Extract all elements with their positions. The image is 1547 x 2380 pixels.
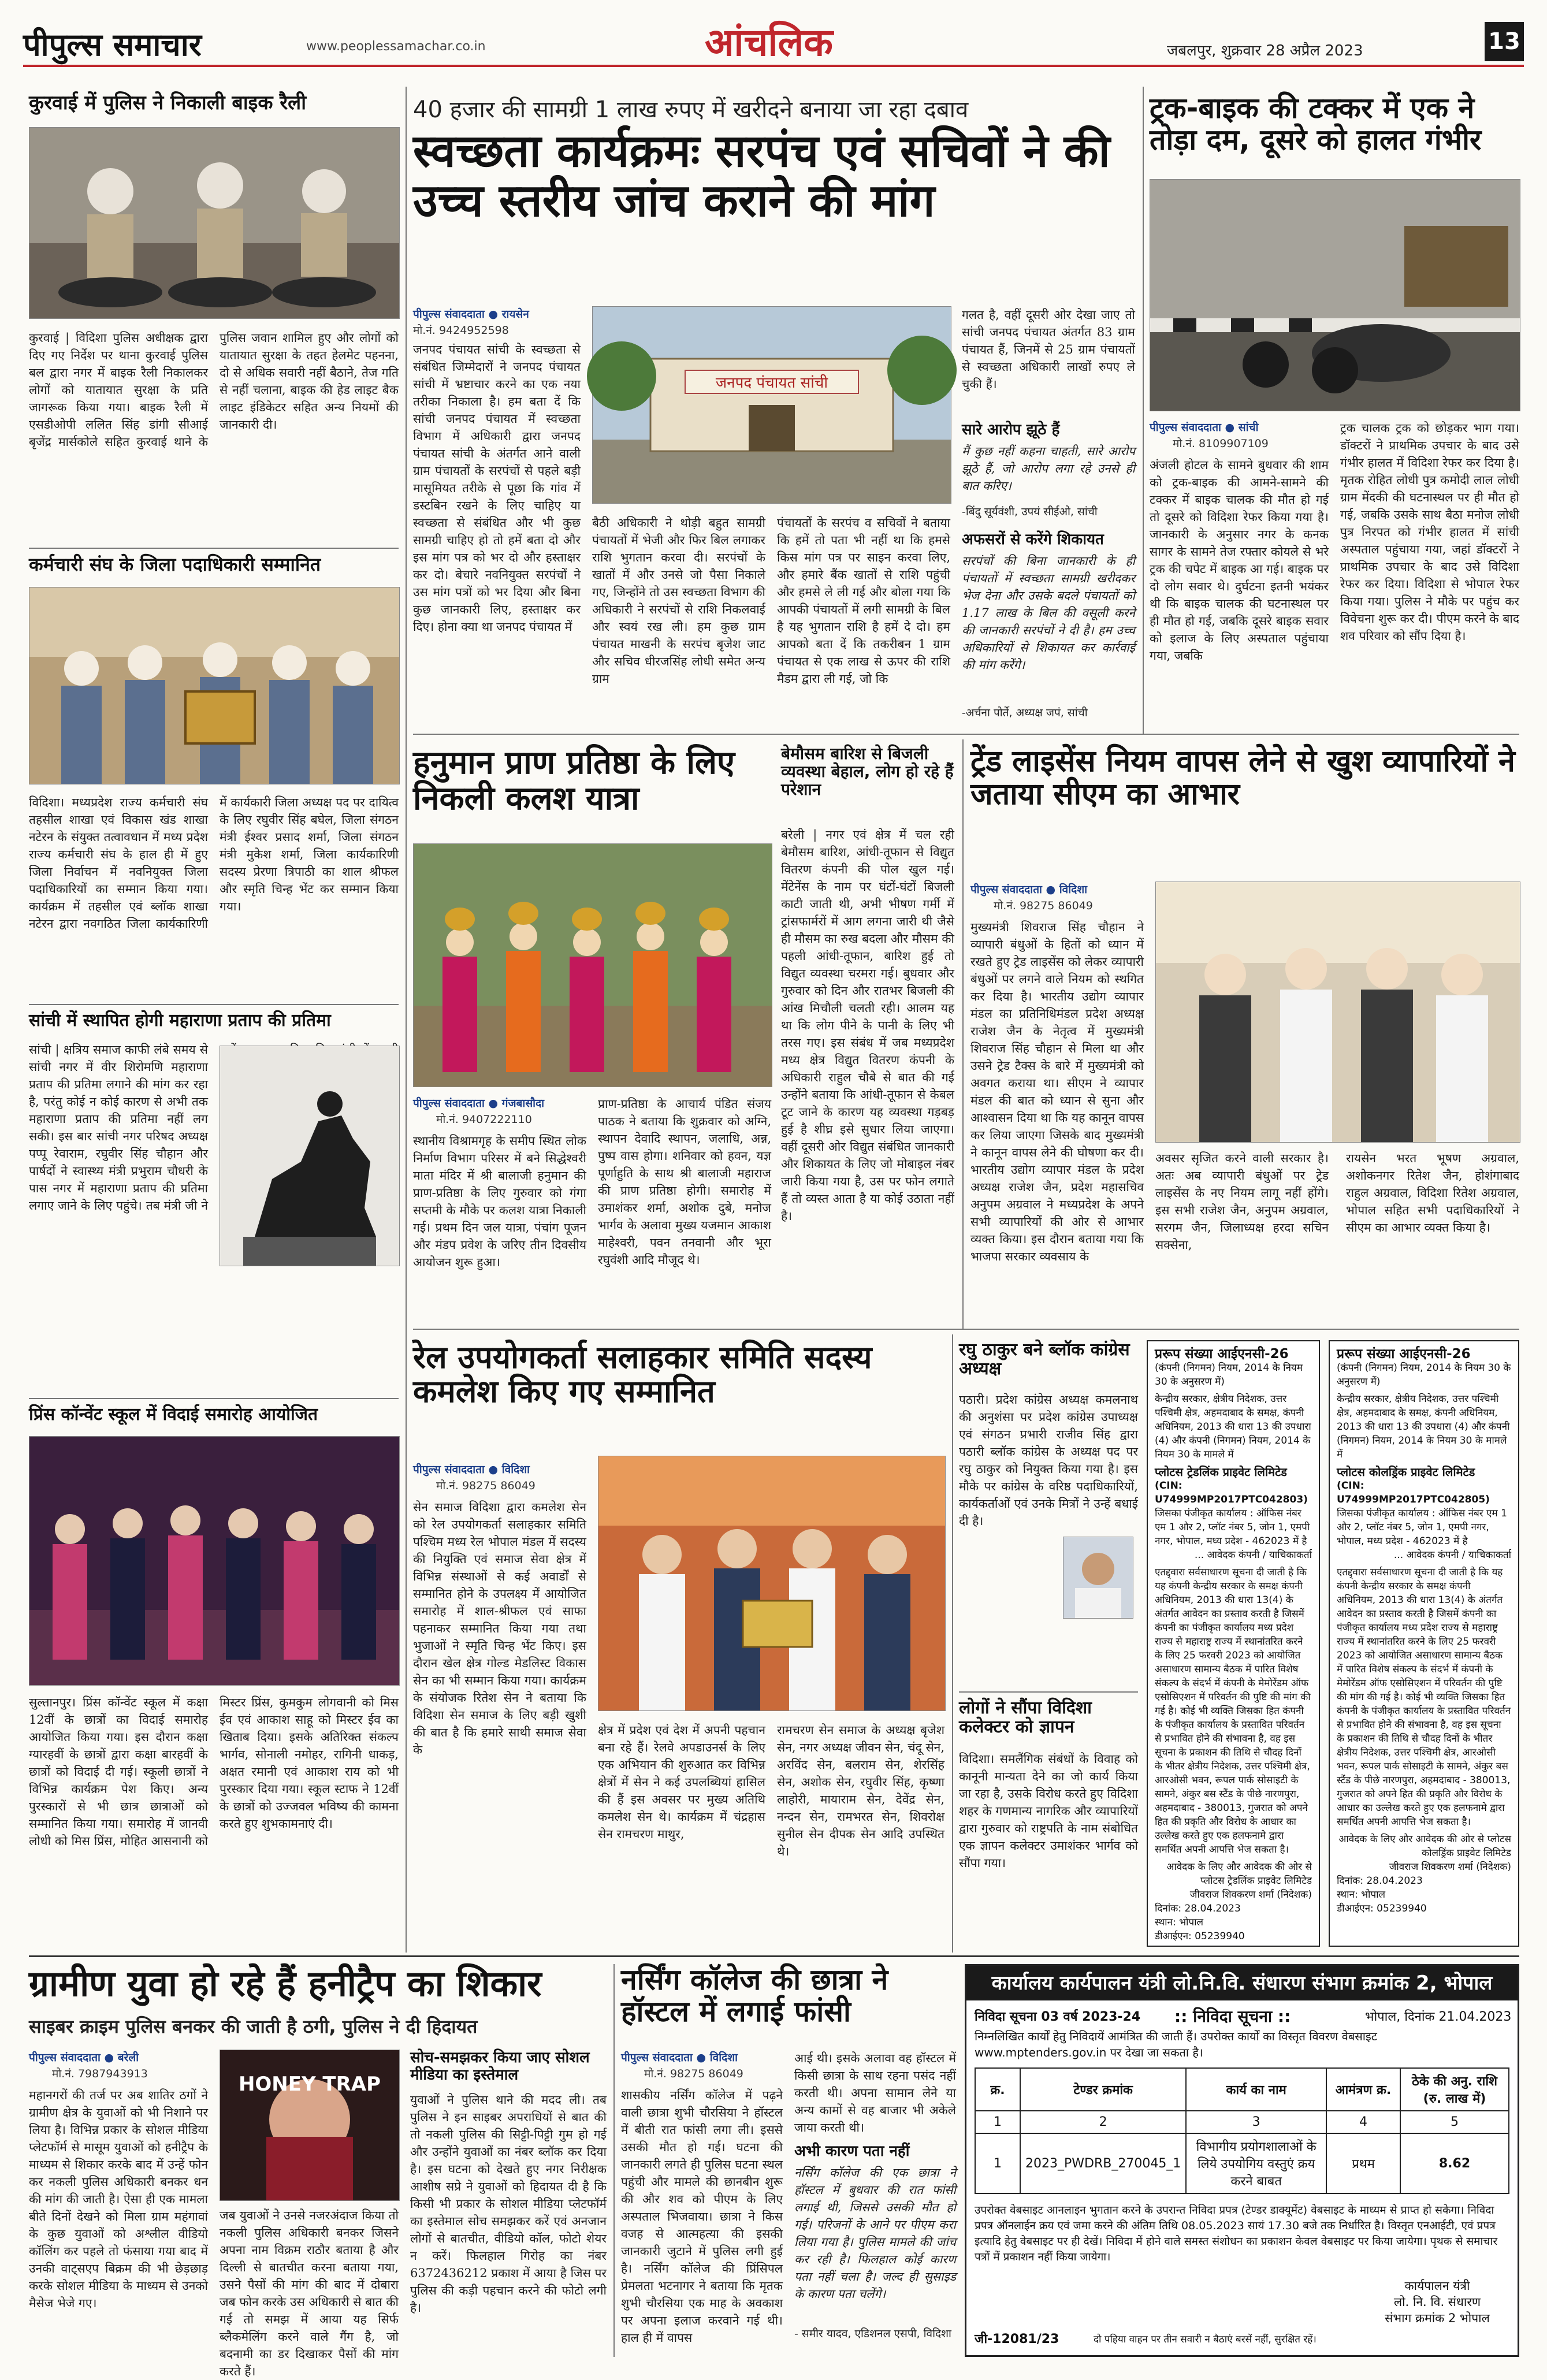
- column-divider: [613, 1964, 615, 2357]
- story-col-3: रायसेन भरत भूषण अग्रवाल, अशोकनगर रितेश जैन, होशंगाबाद राहुल अग्रवाल, विदिशा रितेश अग्रवाल, भोपाल सहित सभी पदाधिकारियों ने सीएम का आभार व्यक्त किया है।: [1346, 1151, 1519, 1234]
- panchayat-photo: [592, 306, 951, 504]
- notice-company: प्लोटस ट्रेडलिंक प्राइवेट लिमिटेड: [1155, 1465, 1287, 1479]
- school-photo: [29, 1436, 400, 1686]
- col-num: 5: [1400, 2111, 1509, 2133]
- notice-sign: आवेदक के लिए और आवेदक की ओर से प्लोटस ट्रेडलिंक प्राइवेट लिमिटेड: [1166, 1861, 1312, 1887]
- panchayat-photo-image: [593, 307, 951, 503]
- story-body: पठारी। प्रदेश कांग्रेस अध्यक्ष कमलनाथ की अनुशंसा पर प्रदेश कांग्रेस उपाध्यक्ष एवं संगठन प्रभारी राजीव सिंह द्वारा पठारी ब्लॉक कांग्रेस के अध्यक्ष पद पर रघु ठाकुर को नियुक्त किया गया है। इस मौके पर कांग्रेस के वरिष्ठ पदाधिकारियों, कार्यकर्ताओं एवं उनके मित्रों ने उन्हें बधाई दी है।: [959, 1393, 1138, 1528]
- mobile-number: मो.नं. 98275 86049: [994, 899, 1093, 912]
- story-body: विदिशा। समलैंगिक संबंधों के विवाह को कानूनी मान्यता देने का जो कार्य किया जा रहा है, उसके विरोध करते हुए विदिशा शहर के गणमान्य नागरिक और व्यापारियों द्वारा गुरुवार को राष्ट्रपति के नाम संबोधित एक ज्ञापन कलेक्टर उमाशंकर भार्गव को सौंपा गया।: [959, 1752, 1138, 1870]
- story-col-2: ट्रक चालक ट्रक को छोड़कर भाग गया। डॉक्टरों ने प्राथमिक उपचार के बाद उसे गंभीर हालत में विदिशा रेफर कर दिया है। मृतक रोहित लोधी पुत्र कमोदी लाल लोधी ग्राम मेंदकी की घटनास्थल पर ही मौत हो गई, जबकि उसके साथ बैठा मनोज लोधी पुत्र निरपत को गंभीर हालत में सांची अस्पताल पहुंचाया गया, जहां डॉक्टरों ने प्राथमिक उपचार के बाद उसे विदिशा रेफर कर दिया। विदिशा से भोपाल रेफर किया गया। पुलिस ने मौके पर पहुंच कर विवेचना शुरू कर दी। पीएम करने के बाद शव परिवार को सौंप दिया है।: [1340, 421, 1519, 643]
- story-body: सुल्तानपुर। प्रिंस कॉन्वेंट स्कूल में कक्षा 12वीं के छात्रों का विदाई समारोह आयोजित किया गया। इस दौरान कक्षा ग्यारहवीं के छात्रों द्वारा कक्षा बारहवीं के छात्रों को विदाई दी गई। स्कूली छात्रों ने विभिन्न कार्यक्रम पेश किए। अन्य पुरस्कारों से भी छात्र छात्राओं को सम्मानित किया गया। समारोह में जानवी लोधी को मिस प्रिंस, मोहित आसनानी को मिस्टर प्रिंस, कुमकुम लोगवानी को मिस ईव एवं आकाश साहू को मिस्टर ईव का खिताब दिया। इसके अतिरिक्त संकल्प भार्गव, सोनाली नमोहर, रागिनी धाकड़, अक्षत रमानी एवं आकाश राय को भी पुरस्कार दिया गया। स्कूल स्टाफ ने 12वीं के छात्रों को उज्जवल भविष्य की कामना करते हुए शुभकामनाएं दी।: [29, 1695, 399, 1848]
- railway-photo: [598, 1456, 946, 1711]
- notice-title: प्ररूप संख्या आईएनसी-26: [1155, 1347, 1289, 1362]
- headline: स्वच्छता कार्यक्रमः सरपंच एवं सचिवों ने की उच्च स्तरीय जांच कराने की मांग: [413, 125, 1110, 227]
- kicker: 40 हजार की सामग्री 1 लाख रुपए में खरीदने बनाया जा रहा दबाव: [413, 96, 969, 123]
- col-num: 3: [1186, 2111, 1326, 2133]
- trade-photo: [1155, 882, 1520, 1143]
- portrait-image: [1063, 1537, 1133, 1618]
- story-col-2: क्षेत्र में प्रदेश एवं देश में अपनी पहचान बना रहे हैं। रेलवे अपडाउनर्स के लिए एक अभियान की शुरुआत कर विभिन्न क्षेत्रों में सेन ने कई उपलब्धियां हासिल की हैं इस अवसर पर मुख्य अतिथि कमलेश सेन थे। कार्यक्रम में चंद्रहास सेन रामचरण माथुर,: [598, 1723, 765, 1841]
- col-num: 4: [1326, 2111, 1400, 2133]
- notice-din: डीआईएन: 05239940: [1337, 1903, 1427, 1914]
- byline: पीपुल्स संवाददाता ● विदिशा: [413, 1463, 530, 1476]
- notice-line: केन्द्रीय सरकार, क्षेत्रीय निदेशक, उत्तर पश्चिमी क्षेत्र, अहमदाबाद के समक्ष, कंपनी अधिनियम, 2013 की धारा 13 की उपधारा (4) और कंपनी (निगमन) नियम, 2014 के नियम 30 के मामले में: [1155, 1393, 1311, 1460]
- column-divider: [952, 1334, 953, 1953]
- tender-footer: उपरोक्त वेबसाइट आनलाइन भुगतान करने के उपरान्त निविदा प्रपत्र (टेण्डर डाक्यूमेंट) वेबसाइट के माध्यम से प्राप्त हो सकेगा। निविदा प्रपत्र ऑनलाईन क्रय एवं जमा करने की अंतिम तिथि 08.05.2023 सायं 17.30 बजे तक निर्धारित है। विस्तृत एनआईटी, एवं प्रपत्र इत्यादि हेतु वेबसाइट पर ही देखें। निविदा में होने वाले समस्त संशोधन का प्रकाशन केवल वेबसाइट पर किया जायेगा। पृथक से समाचार पत्रों में प्रकाशन नहीं किया जायेगा।: [975, 2204, 1498, 2263]
- col-num: 1: [975, 2111, 1020, 2133]
- story-trade: [970, 745, 1519, 1323]
- headline: कुरवाई में पुलिस ने निकाली बाइक रैली: [29, 91, 307, 114]
- subhead-reason: अभी कारण पता नहीं: [794, 2143, 910, 2160]
- tender-table-wrap: [975, 2067, 1509, 2194]
- column-divider: [962, 739, 964, 1329]
- headline: ट्रक-बाइक की टक्कर में एक ने तोड़ा दम, दूसरे को हालत गंभीर: [1150, 91, 1482, 157]
- masthead-logo[interactable]: पीपुल्स समाचार: [23, 27, 202, 63]
- story-railway: [413, 1340, 944, 1918]
- legal-notice-1: [1147, 1340, 1320, 1947]
- subhead-false-allegations: सारे आरोप झूठे हैं: [962, 421, 1060, 438]
- tender-code: जी-12081/23: [975, 2332, 1059, 2346]
- byline: पीपुल्स संवाददाता ● गंजबासौदा: [413, 1097, 545, 1110]
- headline: रघु ठाकुर बने ब्लॉक कांग्रेस अध्यक्ष: [959, 1340, 1130, 1379]
- mobile-number: मो.नं. 98275 86049: [436, 1479, 536, 1492]
- story-col-4: गलत है, वहीं दूसरी ओर देखा जाए तो सांची जनपद पंचायत अंतर्गत 83 ग्राम पंचायत हैं, जिनमें से 25 ग्राम पंचायतों से स्वच्छता अधिकारी लाखों रुपए ले चुकी हैं।: [962, 308, 1135, 391]
- story-col-3: युवाओं ने पुलिस थाने की मदद ली। तब पुलिस ने इन साइबर अपराधियों से बात की तो नकली पुलिस की सिट्टी-पिट्टी गुम हो गई और उन्होंने युवाओं का नंबर ब्लॉक कर दिया है। इस घटना को देखते हुए नगर निरीक्षक आशीष सप्रे ने युवाओं को हिदायत दी है कि किसी भी प्रकार के सोशल मीडिया प्लेटफॉर्म का इस्तेमाल सोच समझकर करें एवं अनजान लोगों से बातचीत, वीडियो कॉल, फोटो शेयर न करें। फिलहाल गिरोह का नंबर 6372436212 प्रकाश में आया है जिस पर पुलिस की कड़ी पहचान करने की फोटो लगी है।: [410, 2093, 607, 2315]
- story-col-2: बैठी अधिकारी ने थोड़ी बहुत सामग्री पंचायतों में भेजी और फिर बिल लगाकर राशि भुगतान करवा दी। सरपंचों के खातों में और उनसे जो पैसा निकाले गए, जिन्होंने तो उस स्वच्छता विभाग की अधिकारी ने सरपंचों से राशि निकलवाई और स्वयं रख ली। हम कुछ ग्राम पंचायत माखनी के सरपंच बृजेश जाट और सचिव धीरजसिंह लोधी समेत अन्य ग्राम: [592, 516, 765, 686]
- quote: नर्सिंग कॉलेज की एक छात्रा ने हॉस्टल में बुधवार की रात फांसी लगाई थी, जिससे उसकी मौत हो गई। परिजनों के आने पर पीएम करा लिया गया है। पुलिस मामले की जांच कर रही है। फिलहाल कोई कारण पता नहीं चला है। जल्द ही सुसाइड के कारण पता चलेंगे।: [794, 2166, 956, 2301]
- story-sanitation: [413, 92, 1135, 728]
- sanitation-side: [962, 306, 1135, 728]
- masthead: [23, 12, 1524, 65]
- story-rain: [781, 745, 954, 1323]
- story-col-3: पंचायतों के सरपंच व सचिवों ने बताया कि हमें तो पता भी नहीं था कि हमसे किस मांग पत्र पर साइन करवा लिए, और हमारे बैंक खातों से राशि पहुंची और हमसे ले ली गई और बोला गया कि आपकी पंचायतों में लगी सामग्री के बिल है यह भुगतान राशि है हमें दे दो। हम आपको बता दें कि तकरीबन 1 ग्राम पंचायत से एक लाख से ऊपर की राशि मैडम द्वारा ली गई, जो कि: [777, 516, 950, 686]
- signatory-3: संभाग क्रमांक 2 भोपाल: [1385, 2311, 1490, 2325]
- column-divider: [406, 87, 407, 1953]
- tender-notice: [965, 1964, 1519, 2357]
- mobile-number: मो.नं. 9424952598: [413, 324, 509, 337]
- statue-photo: [220, 1046, 400, 1266]
- header-work-name: कार्य का नाम: [1186, 2068, 1326, 2111]
- notice-applicant: ... आवेदक कंपनी / याचिकाकर्ता: [1194, 1549, 1312, 1561]
- story-col-2: अवसर सृजित करने वाली सरकार है। अतः अब व्यापारी बंधुओं पर ट्रेड लाइसेंस के नए नियम लागू नहीं होंगे। इस सभी राजेश जैन, अनुपम अग्रवाल, सरगम जैन, जिलाध्यक्ष हरदा सचिन सक्सेना,: [1155, 1151, 1329, 1252]
- honeytrap-photo-text: HONEY TRAP: [238, 2073, 381, 2096]
- legal-notice-2: [1329, 1340, 1519, 1947]
- honeytrap-photo: [220, 2050, 400, 2201]
- table-row: [975, 2133, 1509, 2193]
- story-body: कुरवाई | विदिशा पुलिस अधीक्षक द्वारा दिए गए निर्देश पर थाना कुरवाई पुलिस बल द्वारा नगर में बाइक रैली निकालकर लोगों को यातायात सुरक्षा के प्रति जागरूक किया गया। बाइक रैली में एसडीओपी ललित सिंह डांगी सीआई बृजेंद्र मार्सकोले सहित कुरवाई थाने के पुलिस जवान शामिल हुए और लोगों को यातायात सुरक्षा के तहत हेलमेट पहनना, दो से अधिक सवारी नहीं बैठाने, तेज गति से नहीं चलाना, बाइक की हेड लाइट बैक लाइट इंडिकेटर सहित अन्य नियमों की जानकारी दी।: [29, 331, 399, 449]
- masthead-website[interactable]: www.peoplessamachar.co.in: [306, 39, 486, 54]
- byline: पीपुल्स संवाददाता ● सांची: [1150, 421, 1259, 434]
- divider: [413, 1329, 1519, 1330]
- employees-photo: [29, 587, 400, 784]
- employees-photo-image: [29, 587, 399, 784]
- mobile-number: मो.नं. 9407222110: [436, 1113, 532, 1126]
- story-col-2: जब युवाओं ने उनसे नजरअंदाज किया तो नकली पुलिस अधिकारी बनकर जिसने अपना नाम विक्रम राठौर बताया है और दिल्ली से बातचीत करना बताया गया, उसने पैसों की मांग की बाद में दोबारा जब फोन करके उस अधिकारी से बात की गई तो समझ में आया यह सिर्फ ब्लैकमेलिंग करने वाले गैंग है, जो बदनामी का डर दिखाकर पैसों की मांग करते हैं।: [220, 2208, 399, 2378]
- section-title: आंचलिक: [705, 20, 833, 65]
- honeytrap-photo-image: [220, 2050, 399, 2200]
- header-sno: क्र.: [975, 2068, 1020, 2111]
- headline: रेल उपयोगकर्ता सलाहकार समिति सदस्य कमलेश किए गए सम्मानित: [413, 1339, 872, 1410]
- notice-sign: आवेदक के लिए और आवेदक की ओर से प्लोटस कोलड्रिंक प्राइवेट लिमिटेड: [1338, 1834, 1511, 1859]
- cell-work-name: विभागीय प्रयोगशालाओं के लिये उपयोगिय वस्तुएं क्रय करने बाबत: [1186, 2133, 1326, 2193]
- story-nursing: [621, 1964, 956, 2357]
- rally-photo: [29, 127, 400, 319]
- divider: [29, 1398, 399, 1399]
- notice-applicant: ... आवेदक कंपनी / याचिकाकर्ता: [1393, 1549, 1511, 1561]
- byline: पीपुल्स संवाददाता ● बरेली: [29, 2051, 139, 2064]
- col-num: 2: [1020, 2111, 1186, 2133]
- tender-date: भोपाल, दिनांक 21.04.2023: [1365, 2010, 1512, 2024]
- notice-cin: (CIN: U74999MP2017PTC042803): [1155, 1480, 1308, 1505]
- story-employees: [29, 555, 399, 994]
- divider: [29, 1955, 1519, 1957]
- story-memo: [959, 1698, 1138, 1947]
- kalash-photo-image: [414, 844, 772, 1087]
- notice-company: प्लोटस कोलड्रिंक प्राइवेट लिमिटेड: [1337, 1465, 1475, 1479]
- headline: नर्सिंग कॉलेज की छात्रा ने हॉस्टल में लगाई फांसी: [621, 1963, 888, 2028]
- tender-slogan: दो पहिया वाहन पर तीन सवारी न बैठाएं बरसें नहीं, सुरक्षित रहें।: [1094, 2334, 1317, 2345]
- notice-date: दिनांक: 28.04.2023: [1337, 1875, 1423, 1887]
- school-photo-image: [29, 1437, 399, 1685]
- kicker: साइबर क्राइम पुलिस बनकर की जाती है ठगी, पुलिस ने दी हिदायत: [29, 2015, 478, 2037]
- statue-photo-image: [220, 1046, 399, 1266]
- notice-place: स्थान: भोपाल: [1337, 1889, 1386, 1901]
- notice-place: स्थान: भोपाल: [1155, 1917, 1204, 1928]
- headline: प्रिंस कॉन्वेंट स्कूल में विदाई समारोह आयोजित: [29, 1404, 318, 1425]
- headline: हनुमान प्राण प्रतिष्ठा के लिए निकली कलश यात्रा: [413, 744, 735, 817]
- portrait-photo: [1063, 1537, 1133, 1619]
- divider: [959, 1691, 1138, 1693]
- cell-tender-no: 2023_PWDRB_270045_1: [1020, 2133, 1186, 2193]
- story-congress: [959, 1340, 1138, 1687]
- notice-cin: (CIN: U74999MP2017PTC042805): [1337, 1480, 1490, 1505]
- accident-photo: [1150, 179, 1520, 411]
- headline: लोगों ने सौंपा विदिशा कलेक्टर को ज्ञापन: [959, 1698, 1092, 1737]
- divider: [29, 548, 399, 549]
- notice-office: जिसका पंजीकृत कार्यालय : ऑफिस नंबर एम 1 और 2, प्लॉट नंबर 5, जोन 1, एमपी नगर, भोपाल, मध्य प्रदेश - 462023 में है: [1155, 1508, 1310, 1547]
- tender-table: [975, 2067, 1509, 2194]
- tender-notice-title: :: निविदा सूचना ::: [1174, 2007, 1291, 2026]
- story-body: बरेली | नगर एवं क्षेत्र में चल रही बेमौसम बारिश, आंधी-तूफान से विद्युत वितरण कंपनी की पोल खुल गई। मेंटेनेंस के नाम पर घंटों-घंटों बिजली काटी जाती थी, अभी भीषण गर्मी में ट्रांसफार्मरों में आग लगना जारी थी जैसे ही मौसम का रुख बदला और मौसम की पहली आंधी-तूफान, बारिश हुई तो विद्युत व्यवस्था चरमरा गई। बुधवार और गुरुवार को दिन और रातभर बिजली की आंख मिचौली चलती रही। आलम यह था कि लोग पीने के पानी के लिए भी तरस गए। इस संबंध में जब मध्यप्रदेश मध्य क्षेत्र विद्युत वितरण कंपनी के अधिकारी राहुल चौबे से बात की गई उन्होंने बताया कि आंधी-तूफान से केबल टूट जाने के कारण यह व्यवस्था गड़बड़ हुई है शीघ्र इसे सुधार लिया जाएगा। वहीं दूसरी ओर विद्युत संबंधित जानकारी और शिकायत के लिए जो मोबाइल नंबर जारी किया गया है, उस पर फोन लगाते हैं तो व्यस्त आता है या कोई उठाता नहीं है।: [781, 828, 954, 1223]
- mobile-number: मो.नं. 8109907109: [1173, 437, 1269, 450]
- kalash-photo: [413, 843, 772, 1087]
- quote-2: सरपंचों की बिना जानकारी के ही पंचायतों में स्वच्छता सामग्री खरीदकर भेज देना और उसके बदले पंचायतों को 1.17 लाख के बिल की वसूली करने की जानकारी सरपंचों ने दी है। हम उच्च अधिकारियों से शिकायत कर कार्रवाई की मांग करेंगे।: [962, 554, 1135, 672]
- story-bike-rally: [29, 92, 399, 543]
- mobile-number: मो.नं. 7987943913: [52, 2067, 148, 2080]
- story-col-1: अंजली होटल के सामने बुधवार की शाम को ट्रक-बाइक की आमने-सामने की टक्कर में बाइक चालक की मौत हो गई तो दूसरे को विदिशा रेफर किया गया है। जानकारी के अनुसार नगर के कनक सागर के सामने तेज रफ्तार कोयले से भरे ट्रक की चपेट में बाइक आ गई। बाइक पर दो लोग सवार थे। दुर्घटना इतनी भयंकर थी कि बाइक चालक की घटनास्थल पर ही मौत हो गई, जबकि दूसरे बाइक सवार को इलाज के लिए अस्पताल पहुंचाया गया, जबकि: [1150, 458, 1329, 663]
- story-col-1: शासकीय नर्सिंग कॉलेज में पढ़ने वाली छात्रा शुभी चौरसिया ने हॉस्टल में बीती रात फांसी लगा ली। इससे उसकी मौत हो गई। घटना की जानकारी लगते ही पुलिस घटना स्थल पहुंची और मामले की छानबीन शुरू की और शव को पीएम के लिए अस्पताल भिजवाया। छात्रा ने किस वजह से आत्महत्या की इसकी जानकारी जुटाने में पुलिस लगी हुई है। नर्सिंग कॉलेज की प्रिंसिपल प्रेमलता भटनागर ने बताया कि मृतक शुभी चौरसिया एक माह के अवकाश पर अपना इलाज करवाने गई थी। हाल ही में वापस: [621, 2088, 783, 2345]
- header-tender-no: टेण्डर क्रमांक: [1020, 2068, 1186, 2111]
- quote-1: मैं कुछ नहीं कहना चाहती, सारे आरोप झूठे हैं, जो आरोप लगा रहे उनसे ही बात करिए।: [962, 444, 1135, 493]
- divider: [29, 1004, 399, 1005]
- headline: कर्मचारी संघ के जिला पदाधिकारी सम्मानित: [29, 553, 321, 575]
- story-body: विदिशा। मध्यप्रदेश राज्य कर्मचारी संघ तहसील शाखा एवं विकास खंड शाखा नटेरन के संयुक्त तत्वावधान में मध्य प्रदेश राज्य कर्मचारी संघ के हाल ही में हुए जिला निर्वाचन में नवनियुक्त जिला पदाधिकारियों का सम्मान किया गया। कार्यक्रम में तहसील एवं ब्लॉक शाखा नटेरन द्वारा नवगठित जिला कार्यकारिणी में कार्यकारी जिला अध्यक्ष पद पर दायित्व के लिए रघुवीर सिंह बघेल, जिला संगठन मंत्री ईश्वर प्रसाद शर्मा, जिला संगठन मंत्री मुकेश शर्मा, जिला कार्यकारिणी सदस्य प्रेरणा त्रिपाठी का शाल श्रीफल और स्मृति चिन्ह भेंट कर सम्मान किया गया।: [29, 795, 399, 931]
- notice-subtitle: (कंपनी (निगमन) नियम, 2014 के नियम 30 के अनुसरण में): [1337, 1362, 1511, 1388]
- tender-title: कार्यालय कार्यपालन यंत्री लो.नि.वि. संधारण संभाग क्रमांक 2, भोपाल: [966, 1966, 1518, 2000]
- header-invitation: आमंत्रण क्र.: [1326, 2068, 1400, 2111]
- notice-title: प्ररूप संख्या आईएनसी-26: [1337, 1347, 1471, 1362]
- rally-photo-image: [29, 128, 399, 318]
- notice-din: डीआईएन: 05239940: [1155, 1931, 1245, 1942]
- quote-attribution: - समीर यादव, एडिशनल एसपी, विदिशा: [794, 2327, 951, 2340]
- notice-line: केन्द्रीय सरकार, क्षेत्रीय निदेशक, उत्तर पश्चिमी क्षेत्र, अहमदाबाद के समक्ष, कंपनी अधिनियम, 2013 की धारा 13 की उपधारा (4) और कंपनी (निगमन) नियम, 2014 के नियम 30 के मामले में: [1337, 1393, 1510, 1460]
- notice-body: एतद्द्वारा सर्वसाधारण सूचना दी जाती है कि यह कंपनी केन्द्रीय सरकार के समक्ष कंपनी अधिनियम, 2013 की धारा 13(4) के अंतर्गत आवेदन का प्रस्ताव करती है जिसमें कंपनी का पंजीकृत कार्यालय मध्य प्रदेश राज्य से महाराष्ट्र राज्य में स्थानांतरित करने के लिए 25 फरवरी 2023 को आयोजित असाधारण सामान्य बैठक में पारित विशेष संकल्प के संदर्भ में कंपनी के मेमोरेंडम ऑफ एसोसिएशन में परिवर्तन की पुष्टि की मांग की गई है। कोई भी व्यक्ति जिसका हित कंपनी के पंजीकृत कार्यालय के प्रस्तावित परिवर्तन से प्रभावित होने की संभावना है, वह इस सूचना के प्रकाशन की तिथि से चौदह दिनों के भीतर क्षेत्रीय निदेशक, उत्तर पश्चिमी क्षेत्र, आरओसी भवन, रूपल पार्क सोसाइटी के सामने, अंकुर बस स्टैंड के पीछे नारणपुरा, अहमदाबाद - 380013, गुजरात को अपने हित की प्रकृति और विरोध के आधार का उल्लेख करते हुए एक हलफनामे द्वारा समर्थित अपनी आपत्ति भेज सकता है।: [1337, 1567, 1511, 1828]
- mobile-number: मो.नं. 98275 86049: [644, 2067, 743, 2080]
- story-col-1: महानगरों की तर्ज पर अब शातिर ठगों ने ग्रामीण क्षेत्र के युवाओं को भी निशाने पर लिया है। विभिन्न प्रकार के सोशल मीडिया प्लेटफॉर्म से मासूम युवाओं को हनीट्रैप के माध्यम से शिकार करके बाद में उन्हें फोन कर नकली पुलिस अधिकारी बनकर धन की मांग की जाती है। ऐसा ही एक मामला बीते दिनों देखने को मिला ग्राम महंगावां के कुछ युवाओं को अश्लील वीडियो कॉलिंग कर पहले तो फंसाया गया बाद में उनकी वाट्सएप बिक्रम की भी छेड़छाड़ करके सोशल मीडिया के माध्यम से उनको मैसेज भेजे गए।: [29, 2088, 208, 2310]
- tender-signature: [1365, 2278, 1509, 2326]
- notice-office: जिसका पंजीकृत कार्यालय : ऑफिस नंबर एम 1 और 2, प्लॉट नंबर 5, जोन 1, एमपी नगर, भोपाल, मध्य प्रदेश - 462023 में है: [1337, 1508, 1507, 1547]
- trade-photo-image: [1156, 882, 1520, 1142]
- quote-2-attribution: -अर्चना पोर्ते, अध्यक्ष जपं, सांची: [962, 706, 1088, 719]
- notice-signatory: जीवराज शिवकरण शर्मा (निदेशक): [1189, 1889, 1312, 1901]
- headline: सांची में स्थापित होगी महाराणा प्रताप की प्रतिमा: [29, 1010, 331, 1031]
- headline: बेमौसम बारिश से बिजली व्यवस्था बेहाल, लोग हो रहे हैं परेशान: [781, 744, 954, 799]
- issue-date: जबलपुर, शुक्रवार 28 अप्रैल 2023: [1167, 42, 1363, 60]
- tender-notice-no: निविदा सूचना 03 वर्ष 2023-24: [975, 2010, 1141, 2024]
- column-divider: [1143, 87, 1144, 734]
- byline: पीपुल्स संवाददाता ● विदिशा: [970, 883, 1088, 896]
- cell-amount: 8.62: [1400, 2133, 1509, 2193]
- accident-photo-image: [1150, 180, 1520, 411]
- byline: पीपुल्स संवाददाता ● रायसेन: [413, 308, 529, 321]
- subhead-social-media: सोच-समझकर किया जाए सोशल मीडिया का इस्तेमाल: [410, 2049, 590, 2084]
- panchayat-sign: जनपद पंचायत सांची: [715, 374, 828, 392]
- story-body: सांची | क्षत्रिय समाज काफी लंबे समय से सांची नगर में वीर शिरोमणि महाराणा प्रताप की प्रतिमा लगाने की मांग कर रहा है, परंतु कोई न कोई कारण से अभी तक महाराणा प्रताप की प्रतिमा नहीं लग सकी। इस बार सांची नगर परिषद अध्यक्ष पप्पू रेवाराम, रघुवीर सिंह चौहान और पार्षदों ने स्वास्थ्य मंत्री प्रभुराम चौधरी के पास नगर में महाराणा प्रताप की प्रतिमा लगाए जाने के लिए पहुंचे। तब मंत्री जी ने: [29, 1043, 208, 1213]
- headline: ग्रामीण युवा हो रहे हैं हनीट्रैप का शिकार: [29, 1962, 542, 2005]
- notice-body: एतद्द्वारा सर्वसाधारण सूचना दी जाती है कि यह कंपनी केन्द्रीय सरकार के समक्ष कंपनी अधिनियम, 2013 की धारा 13(4) के अंतर्गत आवेदन का प्रस्ताव करती है जिसमें कंपनी का पंजीकृत कार्यालय मध्य प्रदेश राज्य से महाराष्ट्र राज्य में स्थानांतरित करने के लिए 25 फरवरी 2023 को आयोजित असाधारण सामान्य बैठक में पारित विशेष संकल्प के संदर्भ में कंपनी के मेमोरेंडम ऑफ एसोसिएशन में परिवर्तन की पुष्टि की मांग की गई है। कोई भी व्यक्ति जिसका हित कंपनी के पंजीकृत कार्यालय के प्रस्तावित परिवर्तन से प्रभावित होने की संभावना है, वह इस सूचना के प्रकाशन की तिथि से चौदह दिनों के भीतर क्षेत्रीय निदेशक, उत्तर पश्चिमी क्षेत्र, आरओसी भवन, रूपल पार्क सोसाइटी के सामने, अंकुर बस स्टैंड के पीछे नारणपुरा, अहमदाबाद - 380013, गुजरात को अपने हित की प्रकृति और विरोध के आधार का उल्लेख करते हुए एक हलफनामे द्वारा समर्थित अपनी आपत्ति भेज सकता है।: [1155, 1567, 1311, 1855]
- story-prince-school: [29, 1405, 399, 1948]
- story-col-2: प्राण-प्रतिष्ठा के आचार्य पंडित संजय पाठक ने बताया कि शुक्रवार को अग्नि, स्थापन देवादि स्थापन, जलाधि, अन्न, पुष्प वास होगा। शनिवार को हवन, यज्ञ पूर्णाहुति के साथ श्री बालाजी महाराज की प्राण प्रतिष्ठा होगी। समारोह में उमाशंकर शर्मा, अशोक दुबे, मनोज भार्गव के अलावा मुख्य यजमान आकाश माहेश्वरी, पवन तनवानी और भूरा रघुवंशी आदि मौजूद थे।: [598, 1097, 771, 1267]
- railway-photo-image: [598, 1456, 945, 1710]
- quote-1-attribution: -बिंदु सूर्यवंशी, उपयं सीईओ, सांची: [962, 505, 1098, 518]
- notice-subtitle: (कंपनी (निगमन) नियम, 2014 के नियम 30 के अनुसरण में): [1155, 1362, 1303, 1388]
- tender-intro: निम्नलिखित कार्यों हेतु निविदायें आमंत्रित की जाती हैं। उपरोक्त कार्यों का विस्तृत विवरण वेबसाइट www.mptenders.gov.in पर देखा जा सकता है।: [975, 2029, 1377, 2059]
- byline: पीपुल्स संवाददाता ● विदिशा: [621, 2051, 738, 2064]
- cell-invitation: प्रथम: [1326, 2133, 1400, 2193]
- story-col-1: मुख्यमंत्री शिवराज सिंह चौहान ने व्यापारी बंधुओं के हितों को ध्यान में रखते हुए ट्रेड लाइसेंस को लेकर व्यापारी बंधुओं पर लगने वाले नियम को स्थगित कर दिया है। भारतीय उद्योग व्यापार मंडल का प्रतिनिधिमंडल प्रदेश अध्यक्ष राजेश जैन के नेतृत्व में मुख्यमंत्री शिवराज सिंह चौहान से मिला था और उसने ट्रेड टैक्स के बारे में मुख्यमंत्री को अवगत कराया था। सीएम ने व्यापार मंडल की बात को ध्यान से सुना और आश्वासन दिया था कि यह कानून वापस कर लिया जाएगा जिसके बाद मुख्यमंत्री ने कानून वापस लेने की घोषणा कर दी। भारतीय उद्योग व्यापार मंडल के प्रदेश अध्यक्ष राजेश जैन, प्रदेश महासचिव अनुपम अग्रवाल ने मध्यप्रदेश के अपने सभी व्यापारियों की ओर से आभार व्यक्त किया। इस दौरान बताया गया कि भाजपा सरकार व्यवसाय के: [970, 920, 1144, 1263]
- page-number: 13: [1485, 22, 1524, 61]
- story-accident: [1150, 92, 1519, 728]
- story-col-3: रामचरण सेन समाज के अध्यक्ष बृजेश सेन, नगर अध्यक्ष जीवन सेन, चंदू सेन, अरविंद सेन, बलराम सेन, शेरसिंह सेन, अशोक सेन, रघुवीर सिंह, कृष्णा लाहोरी, मायाराम सेन, देवेंद्र सेन, नन्दन सेन, रामभरत सेन, शिवरोक्ष सुनील सेन दीपक सेन आदि उपस्थित थे।: [777, 1723, 944, 1858]
- story-col-2: आई थी। इसके अलावा वह हॉस्टल में किसी छात्रा के साथ रहना पसंद नहीं करती थी। अपना सामान लेने या अन्य कामों से वह बाजार भी अकेले जाया करती थी।: [794, 2051, 956, 2134]
- masthead-rule: [23, 65, 1524, 67]
- signatory-1: कार्यपालन यंत्री: [1404, 2279, 1470, 2293]
- headline: ट्रेंड लाइसेंस नियम वापस लेने से खुश व्यापारियों ने जताया सीएम का आभार: [970, 744, 1515, 812]
- story-kalash: [413, 745, 771, 1323]
- story-col-1: स्थानीय विश्रामगृह के समीप स्थित लोक निर्माण विभाग परिसर में बने सिद्धेश्वरी माता मंदिर में श्री बालाजी हनुमान की प्राण-प्रतिष्ठा के लिए गुरुवार को गंगा सप्तमी के मौके पर कलश यात्रा निकाली गई। प्रथम दिन जल यात्रा, पंचांग पूजन और मंडप प्रवेश के जरिए तीन दिवसीय आयोजन शुरू हुआ।: [413, 1134, 586, 1269]
- notice-signatory: जीवराज शिवकरण शर्मा (निदेशक): [1389, 1861, 1511, 1873]
- subhead-complaint: अफसरों से करेंगे शिकायत: [962, 531, 1104, 548]
- header-amount: ठेके की अनु. राशि (रु. लाख में): [1400, 2068, 1509, 2111]
- story-col-1: जनपद पंचायत सांची के स्वच्छता से संबंधित जिम्मेदारों ने जनपद पंचायत सांची में भ्रष्टाचार करने का एक नया तरीका निकाला है। हम बता दें कि सांची जनपद पंचायत में स्वच्छता विभाग में अधिकारी द्वारा जनपद पंचायत सांची के अंतर्गत आने वाली ग्राम पंचायतों के सरपंचों से पहले बड़ी मासूमियत तरीके से पूछा कि गांव में डस्टबिन रखने के लिए चाहिए या स्वच्छता से संबंधित और भी कुछ सामग्री चाहिए हो तो हमें बता दो और इस मांग पत्र को भर दो और हस्ताक्षर कर दो। बेचारे नवनियुक्त सरपंचों ने उस मांग पत्रों को भर दिया और बिना कुछ जानकारी लिए, हस्ताक्षर कर दिए। होना क्या था जनपद पंचायत में: [413, 343, 581, 634]
- notice-date: दिनांक: 28.04.2023: [1155, 1903, 1241, 1914]
- divider: [413, 734, 1519, 735]
- story-col-1: सेन समाज विदिशा द्वारा कमलेश सेन को रेल उपयोगकर्ता सलाहकार समिति पश्चिम मध्य रेल भोपाल मंडल में सदस्य की नियुक्ति एवं समाज सेवा क्षेत्र में विभिन्न संस्थाओं से कई अवार्डों से सम्मानित होने के उपलक्ष्य में आयोजित समारोह में शाल-श्रीफल एवं साफा पहनाकर सम्मानित किया गया तथा भुजाओं ने स्मृति चिन्ह भेंट किए। इस दौरान खेल क्षेत्र गोल्ड मेडलिस्ट विकास सेन का भी सम्मान किया गया। कार्यक्रम के संयोजक रितेश सेन ने बताया कि विदिशा सेन समाज के लिए बड़ी खुशी की बात है कि हमारे साथी समाज सेवा के: [413, 1500, 586, 1757]
- signatory-2: लो. नि. वि. संधारण: [1393, 2295, 1481, 2309]
- story-honeytrap: [29, 1962, 607, 2378]
- cell-sno: 1: [975, 2133, 1020, 2193]
- story-statue: [29, 1011, 399, 1392]
